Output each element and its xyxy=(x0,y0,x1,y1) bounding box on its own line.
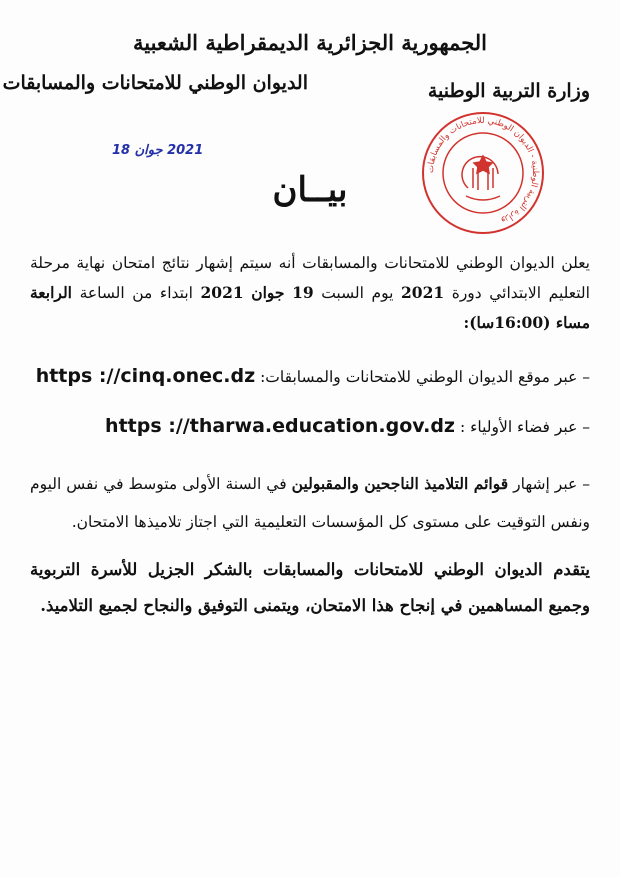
bullet-school-lists xyxy=(30,465,590,541)
republic-heading: الجمهورية الجزائرية الديمقراطية الشعبية xyxy=(132,30,487,55)
issue-date: 2021 جوان 18 xyxy=(112,143,204,158)
announcement-title: بيــان xyxy=(272,170,348,210)
bullet-website xyxy=(36,365,590,387)
bullet-lists-pre: – عبر إشهار xyxy=(513,475,590,493)
bullet-parents-text: – عبر فضاء الأولياء : xyxy=(459,418,590,436)
result-time: الرابعة مساء (16:00سا): xyxy=(30,283,590,332)
bullet-lists-bold: قوائم التلاميذ الناجحين والمقبولين xyxy=(291,474,509,493)
tharwa-website-link[interactable]: https ://tharwa.education.gov.dz xyxy=(105,415,455,437)
bullet-lists-post: في السنة الأولى متوسط في نفس اليوم ونفس التوقيت على مستوى كل المؤسسات التعليمية التي اجتاز تلاميذها الامتحان. xyxy=(30,475,590,531)
bullet-website-text: – عبر موقع الديوان الوطني للامتحانات والمسابقات: xyxy=(260,368,590,386)
result-day: 19 xyxy=(292,283,314,302)
onec-website-link[interactable]: https ://cinq.onec.dz xyxy=(35,365,256,387)
office-heading: الديوان الوطني للامتحانات والمسابقات xyxy=(2,72,308,94)
intro-text-3: ابتداء من الساعة xyxy=(79,284,193,302)
stamp-ring-text: وزارة التربية الوطنية - الديوان الوطني للامتحانات والمسابقات xyxy=(425,115,541,227)
intro-paragraph xyxy=(30,248,590,338)
session-year: 2021 xyxy=(401,283,445,302)
bullet-parents-space xyxy=(105,415,590,437)
closing-paragraph: يتقدم الديوان الوطني للامتحانات والمسابقات بالشكر الجزيل للأسرة التربوية وجميع المساهمين في إنجاح هذا الامتحان، ويتمنى التوفيق والنجاح لجميع التلاميذ. xyxy=(30,560,590,615)
intro-text-1: يعلن الديوان الوطني للامتحانات والمسابقات أنه سيتم إشهار نتائج امتحان نهاية مرحلة التعليم الابتدائي دورة xyxy=(30,254,590,302)
result-year: 2021 xyxy=(200,283,244,302)
result-month: جوان xyxy=(251,283,285,302)
intro-text-2: يوم السبت xyxy=(321,284,394,302)
ministry-heading: وزارة التربية الوطنية xyxy=(427,80,590,102)
